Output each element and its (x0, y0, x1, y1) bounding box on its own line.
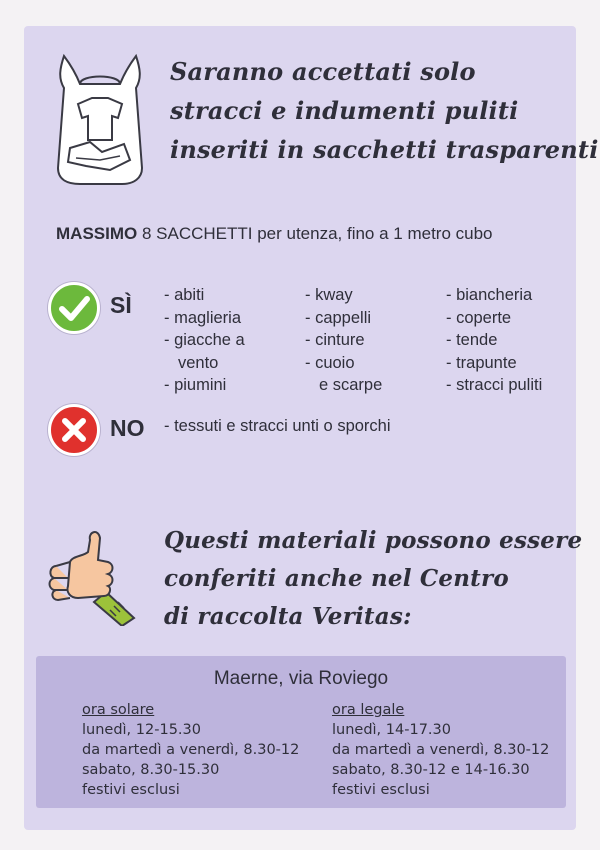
schedule-line: sabato, 8.30-15.30 (82, 762, 220, 778)
schedule-daylight-time (332, 700, 549, 800)
list-item: - cappelli (305, 308, 372, 327)
list-item: - kway (305, 286, 353, 304)
list-item: - giacche a (164, 331, 245, 349)
cross-icon (51, 407, 97, 453)
schedule-line: festivi esclusi (332, 782, 430, 798)
thumbs-up-icon (44, 526, 140, 626)
list-item: - abiti (164, 286, 205, 304)
list-item: - tende (446, 331, 498, 349)
list-item: - cinture (305, 331, 365, 349)
schedule-line: lunedì, 12-15.30 (82, 722, 201, 738)
flyer-panel (24, 26, 599, 830)
schedule-heading: ora solare (82, 702, 155, 718)
headline-veritas-center (164, 522, 583, 636)
headline-line: inseriti in sacchetti trasparenti (170, 135, 599, 164)
schedule-line: da martedì a venerdì, 8.30-12 (82, 742, 300, 758)
schedule-line: sabato, 8.30-12 e 14-16.30 (332, 762, 530, 778)
list-item: vento (178, 353, 219, 372)
headline-line: di raccolta Veritas: (164, 603, 412, 630)
no-list-item: - tessuti e stracci unti o sporchi (164, 417, 391, 435)
schedule-solar-time (82, 700, 299, 800)
list-item: - trapunte (446, 353, 517, 372)
yes-label: SÌ (110, 292, 132, 318)
list-item: e scarpe (319, 376, 383, 394)
limit-strong: MASSIMO (56, 224, 138, 243)
no-badge (48, 404, 100, 456)
list-item: - coperte (446, 308, 512, 327)
list-item: - piumini (164, 376, 227, 394)
headline-line: Saranno accettati solo (170, 57, 476, 86)
schedule-line: lunedì, 14-17.30 (332, 722, 451, 738)
yes-badge (48, 282, 100, 334)
headline-accepted-items (170, 52, 599, 169)
schedule-line: festivi esclusi (82, 782, 180, 798)
center-location: Maerne, via Roviego (213, 668, 389, 689)
yes-list-column-2 (305, 284, 382, 397)
schedule-line: da martedì a venerdì, 8.30-12 (332, 742, 550, 758)
plastic-bag-with-clothes-icon (50, 48, 148, 188)
bag-limit-text (56, 224, 493, 244)
yes-list-column-3 (446, 284, 542, 397)
headline-line: Questi materiali possono essere (164, 527, 583, 554)
headline-line: conferiti anche nel Centro (164, 565, 509, 592)
no-label: NO (110, 415, 145, 441)
list-item: - cuoio (305, 353, 355, 372)
headline-line: stracci e indumenti puliti (170, 96, 519, 125)
collection-center-box (36, 656, 566, 808)
limit-rest: 8 SACCHETTI per utenza, fino a 1 metro cubo (137, 224, 493, 243)
list-item: - maglieria (164, 308, 242, 327)
list-item: - biancheria (446, 286, 533, 304)
yes-list-column-1 (164, 284, 245, 397)
check-icon (51, 285, 97, 331)
list-item: - stracci puliti (446, 376, 543, 394)
schedule-heading: ora legale (332, 702, 405, 718)
